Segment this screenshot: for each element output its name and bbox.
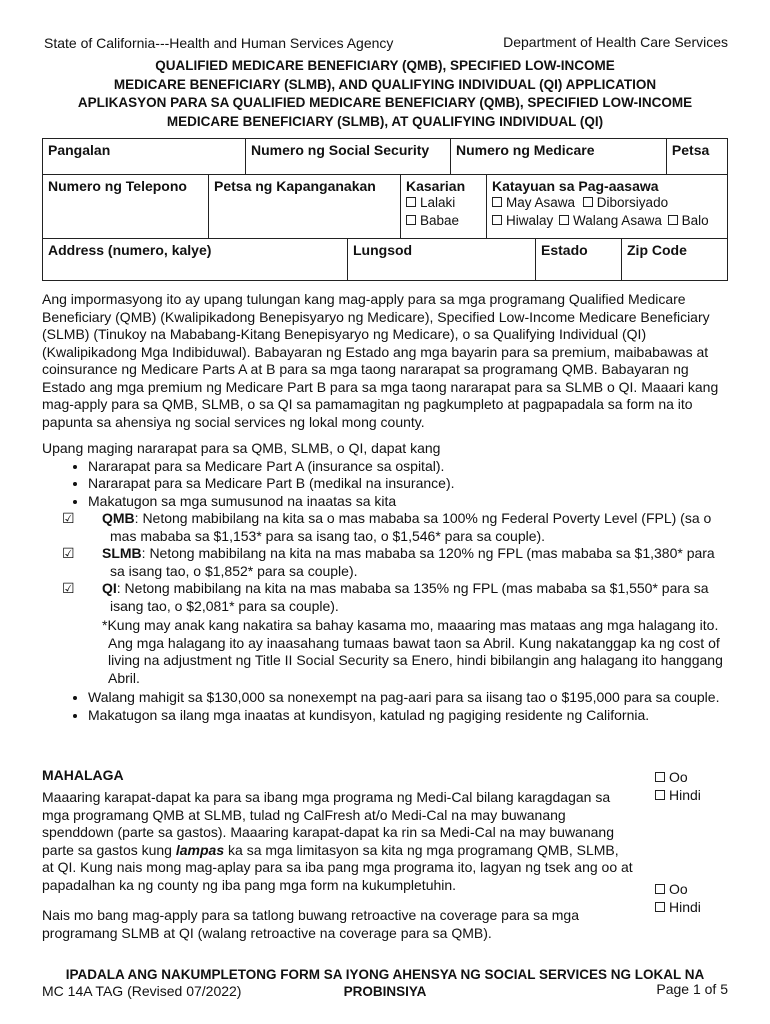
sex-label: Kasarian: [406, 178, 466, 194]
qi-text: : Netong mabibilang na kita na mas mababa sa 135% ng FPL (mas mababa sa $1,550* para sa isang tao, o $2,081* para sa couple).: [110, 580, 709, 614]
married-label: May Asawa: [506, 195, 576, 210]
qmb-criterion: [42, 510, 732, 545]
title-en-line1: QUALIFIED MEDICARE BENEFICIARY (QMB), SPECIFIED LOW-INCOME: [155, 58, 615, 73]
name-label: Pangalan: [48, 142, 111, 158]
checked-box-icon: ☑: [62, 580, 75, 596]
form-title: [30, 57, 740, 131]
title-tl-line1: APLIKASYON PARA SA QUALIFIED MEDICARE BENEFICIARY (QMB), SPECIFIED LOW-INCOME: [77, 95, 693, 110]
ssn-label: Numero ng Social Security: [251, 142, 430, 158]
list-item: • Makatugon sa mga sumusunod na inaatas sa kita: [88, 493, 732, 511]
important-text-b: ka sa mga limitasyon sa kita ng mga programang QMB, SLMB, at QI. Kung nais mong mag-aplay para sa iba pang mga programa ito, lagyan ng tsek ang oo at papadalhan ka ng county ng iba pang mga form na kukumpletuhin.: [42, 841, 633, 893]
marital-status-label: Katayuan sa Pag-aasawa: [492, 178, 659, 194]
birthdate-field[interactable]: [209, 175, 401, 238]
title-en-line2: MEDICARE BENEFICIARY (SLMB), AND QUALIFYING INDIVIDUAL (QI) APPLICATION: [113, 76, 657, 92]
marital-option-divorced[interactable]: [583, 195, 668, 210]
option-yes[interactable]: [655, 880, 701, 898]
eligibility-section: [42, 440, 732, 724]
address-field[interactable]: [43, 239, 348, 280]
checkbox-icon[interactable]: [492, 197, 502, 207]
separated-label: Hiwalay: [506, 213, 554, 228]
page-number: Page 1 of 5: [656, 981, 728, 997]
no-label: Hindi: [669, 899, 701, 915]
list-item: • Nararapat para sa Medicare Part A (insurance sa ospital).: [88, 458, 732, 476]
option-yes[interactable]: [655, 768, 701, 786]
yes-label: Oo: [669, 769, 688, 785]
slmb-label: SLMB: [102, 545, 142, 561]
eligibility-list: [42, 458, 732, 511]
marital-row-2: [492, 212, 722, 230]
yes-label: Oo: [669, 881, 688, 897]
emphasis-text: lampas: [175, 841, 225, 858]
state-field[interactable]: [536, 239, 622, 280]
name-field[interactable]: [43, 139, 246, 175]
other-programs-options: [655, 768, 701, 804]
slmb-criterion: [42, 545, 732, 580]
date-field[interactable]: [666, 139, 727, 175]
list-item: • Nararapat para sa Medicare Part B (medikal na insurance).: [88, 475, 732, 493]
checkbox-icon[interactable]: [655, 772, 665, 782]
state-label: Estado: [541, 242, 588, 258]
checked-box-icon: ☑: [62, 545, 75, 561]
no-spouse-label: Walang Asawa: [573, 213, 662, 228]
checkbox-icon[interactable]: [655, 884, 665, 894]
phone-label: Numero ng Telepono: [48, 178, 187, 194]
city-field[interactable]: [348, 239, 536, 280]
ssn-field[interactable]: [246, 139, 451, 175]
form-row-2: [42, 175, 728, 239]
agency-name: State of California---Health and Human Services Agency: [44, 35, 394, 51]
mailing-instruction: IPADALA ANG NAKUMPLETONG FORM SA IYONG AHENSYA NG SOCIAL SERVICES NG LOKAL NA PROBINSIYA: [65, 967, 705, 999]
marital-row-1: [492, 194, 722, 212]
form-id: MC 14A TAG (Revised 07/2022): [42, 983, 242, 999]
date-label: Petsa: [671, 142, 710, 158]
checkbox-icon[interactable]: [655, 902, 665, 912]
income-footnote: *Kung may anak kang nakatira sa bahay kasama mo, maaaring mas mataas ang mga halagang ito. Ang mga halagang ito ay inaasahang tumaas bawat taon sa Abril. Kung nakatanggap ka ng cost of living na adjustment ng Title II Social Security sa Enero, hindi bibilangin ang halagang ito hanggang Abril.: [102, 617, 723, 686]
important-paragraph-1: [42, 789, 634, 894]
checkbox-icon[interactable]: [655, 790, 665, 800]
marital-option-single[interactable]: [559, 213, 662, 228]
option-no[interactable]: [655, 898, 701, 916]
marital-option-separated[interactable]: [492, 213, 553, 228]
zip-label: Zip Code: [627, 242, 687, 258]
city-label: Lungsod: [353, 242, 413, 258]
title-tl-line2: MEDICARE BENEFICIARY (SLMB), AT QUALIFYING INDIVIDUAL (QI): [166, 113, 604, 129]
birthdate-label: Petsa ng Kapanganakan: [214, 178, 376, 194]
male-label: Lalaki: [420, 195, 456, 210]
list-item: • Walang mahigit sa $130,000 sa nonexempt na pag-aari para sa iisang tao o $195,000 para sa couple.: [88, 689, 732, 707]
checkbox-icon[interactable]: [559, 215, 569, 225]
checkbox-icon[interactable]: [492, 215, 502, 225]
qi-criterion: [42, 580, 732, 615]
slmb-text: : Netong mabibilang na kita na mas mababa sa 120% ng FPL (mas mababa sa $1,380* para sa isang tao, o $1,852* para sa couple).: [110, 545, 715, 579]
sex-option-male[interactable]: [406, 194, 481, 212]
form-row-3: [42, 239, 728, 281]
phone-field[interactable]: [43, 175, 209, 238]
applicant-info-table: [42, 138, 728, 175]
important-title: MAHALAGA: [42, 767, 124, 783]
marital-status-field: [487, 175, 727, 238]
important-text-a: Maaaring karapat-dapat ka para sa ibang mga programa ng Medi-Cal bilang karagdagan sa mga programang QMB at SLMB, tulad ng CalFresh at/o Medi-Cal na may buwanang spenddown (parte sa gastos). Maaaring karapat-dapat ka rin sa Medi-Cal na may buwanang parte sa gastos kung: [42, 789, 614, 858]
qmb-label: QMB: [102, 510, 135, 526]
medicare-number-label: Numero ng Medicare: [456, 142, 595, 158]
sex-option-female[interactable]: [406, 212, 481, 230]
divorced-label: Diborsiyado: [596, 195, 669, 210]
retroactive-question: Nais mo bang mag-apply para sa tatlong buwang retroactive na coverage para sa mga programang SLMB at QI (walang retroactive na coverage para sa QMB).: [42, 907, 579, 941]
qi-label: QI: [102, 580, 117, 596]
sex-field: [401, 175, 487, 238]
checkbox-icon[interactable]: [406, 197, 416, 207]
female-label: Babae: [420, 213, 460, 228]
checkbox-icon[interactable]: [406, 215, 416, 225]
checkbox-icon[interactable]: [668, 215, 678, 225]
intro-paragraph: Ang impormasyong ito ay upang tulungan kang mag-apply para sa mga programang Qualified Medicare Beneficiary (QMB) (Kwalipikadong Benepisyaryo ng Medicare), Specified Low-Income Medicare Beneficiary (SLMB) (Tinukoy na Mababang-Kitang Benepisyaryo ng Medicare), o sa Qualifying Individual (QI) (Kwalipikadong Mga Indibiduwal). Babayaran ng Estado ang mga bayarin para sa premium, maibabawas at coinsurance ng Medicare Parts A at B para sa mga taong nararapat sa programang QMB. Babayaran ng Estado ang mga premium ng Medicare Part B para sa mga taong nararapat para sa SLMB o QI. Maaari kang mag-apply para sa QMB, SLMB, o sa QI sa pamamagitan ng pagkumpleto at pagpapadala sa form na ito papunta sa ahensiya ng social services ng lokal mong county.: [42, 291, 719, 430]
qmb-text: : Netong mabibilang na kita sa o mas mababa sa 100% ng Federal Poverty Level (FPL) (sa o mas mababa sa $1,153* para sa isang tao, o $1,546* para sa couple).: [110, 510, 712, 544]
medicare-number-field[interactable]: [451, 139, 667, 175]
department-name: Department of Health Care Services: [503, 34, 728, 50]
zip-field[interactable]: [622, 239, 727, 280]
marital-option-married[interactable]: [492, 195, 575, 210]
no-label: Hindi: [669, 787, 701, 803]
eligibility-list-2: [42, 689, 732, 724]
address-label: Address (numero, kalye): [48, 242, 212, 258]
widowed-label: Balo: [681, 213, 709, 228]
option-no[interactable]: [655, 786, 701, 804]
checkbox-icon[interactable]: [583, 197, 593, 207]
marital-option-widowed[interactable]: [668, 213, 709, 228]
eligibility-intro: Upang maging nararapat para sa QMB, SLMB, o QI, dapat kang: [42, 440, 441, 456]
retroactive-options: [655, 880, 701, 916]
list-item: • Makatugon sa ilang mga inaatas at kundisyon, katulad ng pagiging residente ng California.: [88, 707, 732, 725]
checked-box-icon: ☑: [62, 510, 75, 526]
